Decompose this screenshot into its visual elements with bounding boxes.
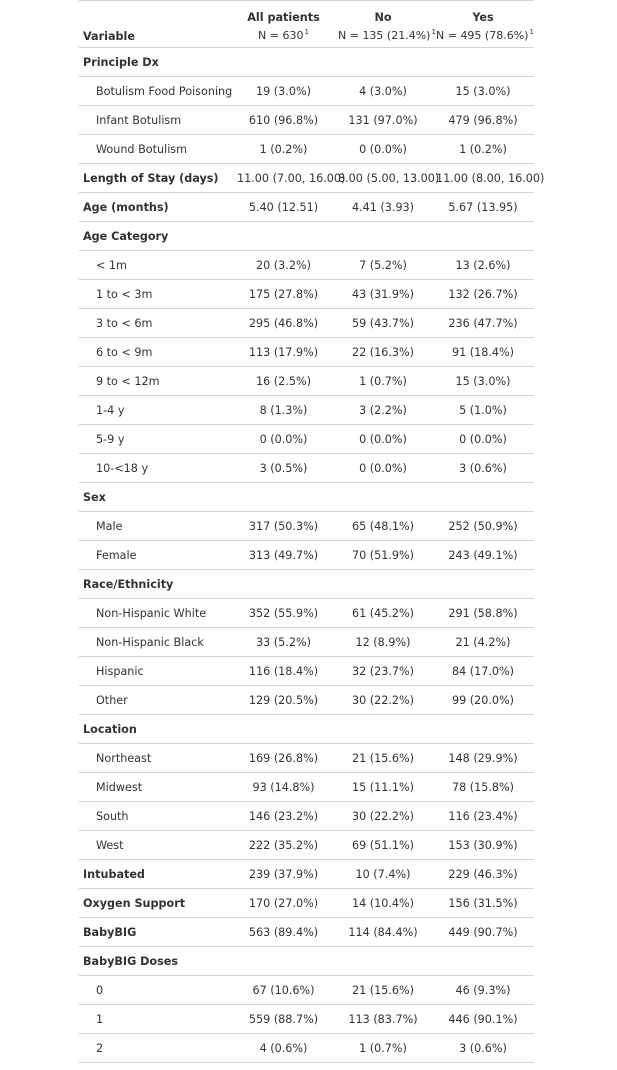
level-label: Northeast — [79, 744, 233, 773]
table-row — [79, 454, 534, 483]
no-cell: 30 (22.2%) — [334, 686, 432, 715]
table-row — [79, 802, 534, 831]
column-header-n — [338, 25, 436, 43]
no-cell: 0 (0.0%) — [334, 135, 432, 164]
all-patients-cell: 11.00 (7.00, 16.00) — [233, 164, 334, 193]
table-row — [79, 338, 534, 367]
footnote-mark: 1 — [304, 28, 309, 36]
level-label: Non-Hispanic White — [79, 599, 233, 628]
level-label: West — [79, 831, 233, 860]
all-patients-cell: 113 (17.9%) — [233, 338, 334, 367]
variable-label: BabyBIG — [79, 918, 233, 947]
all-patients-cell: 610 (96.8%) — [233, 106, 334, 135]
yes-cell: 132 (26.7%) — [432, 280, 534, 309]
summary-table — [79, 0, 545, 1063]
level-label: Infant Botulism — [79, 106, 233, 135]
table-row — [79, 48, 534, 77]
table-row — [79, 396, 534, 425]
all-patients-cell: 19 (3.0%) — [233, 77, 334, 106]
no-cell — [334, 570, 432, 599]
table-row — [79, 135, 534, 164]
yes-cell: 15 (3.0%) — [432, 367, 534, 396]
level-label: Other — [79, 686, 233, 715]
yes-cell: 156 (31.5%) — [432, 889, 534, 918]
variable-label: BabyBIG Doses — [79, 947, 233, 976]
table-row — [79, 831, 534, 860]
no-cell: 69 (51.1%) — [334, 831, 432, 860]
yes-cell: 116 (23.4%) — [432, 802, 534, 831]
yes-cell: 236 (47.7%) — [432, 309, 534, 338]
level-label: 5-9 y — [79, 425, 233, 454]
yes-cell: 243 (49.1%) — [432, 541, 534, 570]
all-patients-cell — [233, 570, 334, 599]
all-patients-cell: 175 (27.8%) — [233, 280, 334, 309]
column-header-n — [436, 25, 534, 43]
table-row — [79, 1005, 534, 1034]
variable-label: Location — [79, 715, 233, 744]
footnote-mark: 1 — [529, 28, 534, 36]
all-patients-cell: 313 (49.7%) — [233, 541, 334, 570]
table-row — [79, 918, 534, 947]
column-header-n-text: N = 495 (78.6%) — [436, 29, 529, 42]
yes-cell: 0 (0.0%) — [432, 425, 534, 454]
all-patients-cell: 295 (46.8%) — [233, 309, 334, 338]
all-patients-cell: 222 (35.2%) — [233, 831, 334, 860]
level-label: 1 to < 3m — [79, 280, 233, 309]
no-cell: 113 (83.7%) — [334, 1005, 432, 1034]
no-cell: 114 (84.4%) — [334, 918, 432, 947]
yes-cell: 13 (2.6%) — [432, 251, 534, 280]
table-header — [79, 1, 534, 48]
variable-label: Length of Stay (days) — [79, 164, 233, 193]
all-patients-cell: 146 (23.2%) — [233, 802, 334, 831]
no-cell: 21 (15.6%) — [334, 976, 432, 1005]
no-cell: 1 (0.7%) — [334, 1034, 432, 1063]
level-label: Female — [79, 541, 233, 570]
yes-cell: 21 (4.2%) — [432, 628, 534, 657]
yes-cell: 153 (30.9%) — [432, 831, 534, 860]
column-header-yes — [432, 1, 534, 48]
no-cell: 1 (0.7%) — [334, 367, 432, 396]
level-label: 1 — [79, 1005, 233, 1034]
yes-cell: 291 (58.8%) — [432, 599, 534, 628]
level-label: Hispanic — [79, 657, 233, 686]
no-cell: 0 (0.0%) — [334, 425, 432, 454]
all-patients-cell — [233, 715, 334, 744]
table-row — [79, 483, 534, 512]
yes-cell: 479 (96.8%) — [432, 106, 534, 135]
column-header-name: No — [374, 11, 392, 24]
yes-cell: 5 (1.0%) — [432, 396, 534, 425]
all-patients-cell: 33 (5.2%) — [233, 628, 334, 657]
table-row — [79, 744, 534, 773]
table-row — [79, 541, 534, 570]
table-row — [79, 976, 534, 1005]
table-row — [79, 77, 534, 106]
no-cell: 8.00 (5.00, 13.00) — [334, 164, 432, 193]
no-cell: 21 (15.6%) — [334, 744, 432, 773]
no-cell: 7 (5.2%) — [334, 251, 432, 280]
all-patients-cell: 559 (88.7%) — [233, 1005, 334, 1034]
column-header-n — [237, 25, 330, 43]
all-patients-cell — [233, 222, 334, 251]
all-patients-cell: 116 (18.4%) — [233, 657, 334, 686]
no-cell: 59 (43.7%) — [334, 309, 432, 338]
all-patients-cell — [233, 483, 334, 512]
table-row — [79, 860, 534, 889]
all-patients-cell: 317 (50.3%) — [233, 512, 334, 541]
all-patients-cell: 0 (0.0%) — [233, 425, 334, 454]
no-cell: 30 (22.2%) — [334, 802, 432, 831]
no-cell: 15 (11.1%) — [334, 773, 432, 802]
yes-cell: 91 (18.4%) — [432, 338, 534, 367]
level-label: Botulism Food Poisoning — [79, 77, 233, 106]
variable-label: Oxygen Support — [79, 889, 233, 918]
variable-label: Intubated — [79, 860, 233, 889]
header-row — [79, 1, 534, 48]
no-cell — [334, 483, 432, 512]
table-row — [79, 512, 534, 541]
variable-label: Age (months) — [79, 193, 233, 222]
variable-label: Sex — [79, 483, 233, 512]
all-patients-cell: 563 (89.4%) — [233, 918, 334, 947]
column-header-variable: Variable — [79, 1, 233, 48]
yes-cell: 449 (90.7%) — [432, 918, 534, 947]
yes-cell — [432, 483, 534, 512]
level-label: 2 — [79, 1034, 233, 1063]
no-cell: 0 (0.0%) — [334, 454, 432, 483]
table-row — [79, 193, 534, 222]
table-row — [79, 599, 534, 628]
level-label: 3 to < 6m — [79, 309, 233, 338]
level-label: Non-Hispanic Black — [79, 628, 233, 657]
column-header-no — [334, 1, 436, 48]
yes-cell: 5.67 (13.95) — [432, 193, 534, 222]
all-patients-cell: 5.40 (12.51) — [233, 193, 334, 222]
all-patients-cell — [233, 947, 334, 976]
level-label: 0 — [79, 976, 233, 1005]
table-row — [79, 251, 534, 280]
level-label: Wound Botulism — [79, 135, 233, 164]
all-patients-cell: 1 (0.2%) — [233, 135, 334, 164]
no-cell: 65 (48.1%) — [334, 512, 432, 541]
yes-cell: 84 (17.0%) — [432, 657, 534, 686]
no-cell: 61 (45.2%) — [334, 599, 432, 628]
yes-cell — [432, 947, 534, 976]
level-label: Male — [79, 512, 233, 541]
no-cell: 32 (23.7%) — [334, 657, 432, 686]
all-patients-cell: 239 (37.9%) — [233, 860, 334, 889]
yes-cell: 148 (29.9%) — [432, 744, 534, 773]
no-cell — [334, 222, 432, 251]
all-patients-cell: 93 (14.8%) — [233, 773, 334, 802]
table-row — [79, 570, 534, 599]
column-header-n-text: N = 630 — [258, 29, 304, 42]
no-cell: 4.41 (3.93) — [334, 193, 432, 222]
yes-cell: 3 (0.6%) — [432, 1034, 534, 1063]
table-row — [79, 367, 534, 396]
no-cell: 43 (31.9%) — [334, 280, 432, 309]
table-row — [79, 947, 534, 976]
all-patients-cell: 352 (55.9%) — [233, 599, 334, 628]
no-cell: 3 (2.2%) — [334, 396, 432, 425]
yes-cell — [432, 222, 534, 251]
no-cell: 4 (3.0%) — [334, 77, 432, 106]
yes-cell: 99 (20.0%) — [432, 686, 534, 715]
column-header-name: All patients — [247, 11, 320, 24]
level-label: 10-<18 y — [79, 454, 233, 483]
level-label: 6 to < 9m — [79, 338, 233, 367]
variable-label: Principle Dx — [79, 48, 233, 77]
all-patients-cell: 8 (1.3%) — [233, 396, 334, 425]
table-row — [79, 106, 534, 135]
table-row — [79, 715, 534, 744]
level-label: 9 to < 12m — [79, 367, 233, 396]
table-row — [79, 889, 534, 918]
all-patients-cell: 20 (3.2%) — [233, 251, 334, 280]
yes-cell: 3 (0.6%) — [432, 454, 534, 483]
variable-label: Race/Ethnicity — [79, 570, 233, 599]
column-header-all-patients — [233, 1, 334, 48]
footnote-mark: 1 — [431, 28, 436, 36]
yes-cell: 15 (3.0%) — [432, 77, 534, 106]
table-body — [79, 48, 545, 1063]
yes-cell — [432, 48, 534, 77]
all-patients-cell — [233, 48, 334, 77]
table-row — [79, 686, 534, 715]
column-header-n-text: N = 135 (21.4%) — [338, 29, 431, 42]
table-row — [79, 164, 534, 193]
no-cell: 14 (10.4%) — [334, 889, 432, 918]
table-row — [79, 628, 534, 657]
no-cell: 12 (8.9%) — [334, 628, 432, 657]
all-patients-cell: 170 (27.0%) — [233, 889, 334, 918]
yes-cell: 78 (15.8%) — [432, 773, 534, 802]
column-header-name: Yes — [472, 11, 494, 24]
yes-cell: 1 (0.2%) — [432, 135, 534, 164]
table-row — [79, 425, 534, 454]
yes-cell — [432, 570, 534, 599]
yes-cell: 446 (90.1%) — [432, 1005, 534, 1034]
all-patients-cell: 169 (26.8%) — [233, 744, 334, 773]
table-row — [79, 1034, 534, 1063]
no-cell: 70 (51.9%) — [334, 541, 432, 570]
all-patients-cell: 3 (0.5%) — [233, 454, 334, 483]
table-row — [79, 657, 534, 686]
level-label: < 1m — [79, 251, 233, 280]
yes-cell: 252 (50.9%) — [432, 512, 534, 541]
summary-table-container — [79, 0, 545, 1063]
yes-cell: 229 (46.3%) — [432, 860, 534, 889]
no-cell: 131 (97.0%) — [334, 106, 432, 135]
no-cell: 22 (16.3%) — [334, 338, 432, 367]
yes-cell — [432, 715, 534, 744]
no-cell — [334, 715, 432, 744]
all-patients-cell: 16 (2.5%) — [233, 367, 334, 396]
no-cell — [334, 947, 432, 976]
table-row — [79, 773, 534, 802]
variable-label: Age Category — [79, 222, 233, 251]
table-row — [79, 280, 534, 309]
yes-cell: 46 (9.3%) — [432, 976, 534, 1005]
all-patients-cell: 67 (10.6%) — [233, 976, 334, 1005]
table-row — [79, 309, 534, 338]
table-row — [79, 222, 534, 251]
level-label: Midwest — [79, 773, 233, 802]
all-patients-cell: 129 (20.5%) — [233, 686, 334, 715]
level-label: 1-4 y — [79, 396, 233, 425]
no-cell — [334, 48, 432, 77]
level-label: South — [79, 802, 233, 831]
all-patients-cell: 4 (0.6%) — [233, 1034, 334, 1063]
no-cell: 10 (7.4%) — [334, 860, 432, 889]
yes-cell: 11.00 (8.00, 16.00) — [432, 164, 534, 193]
